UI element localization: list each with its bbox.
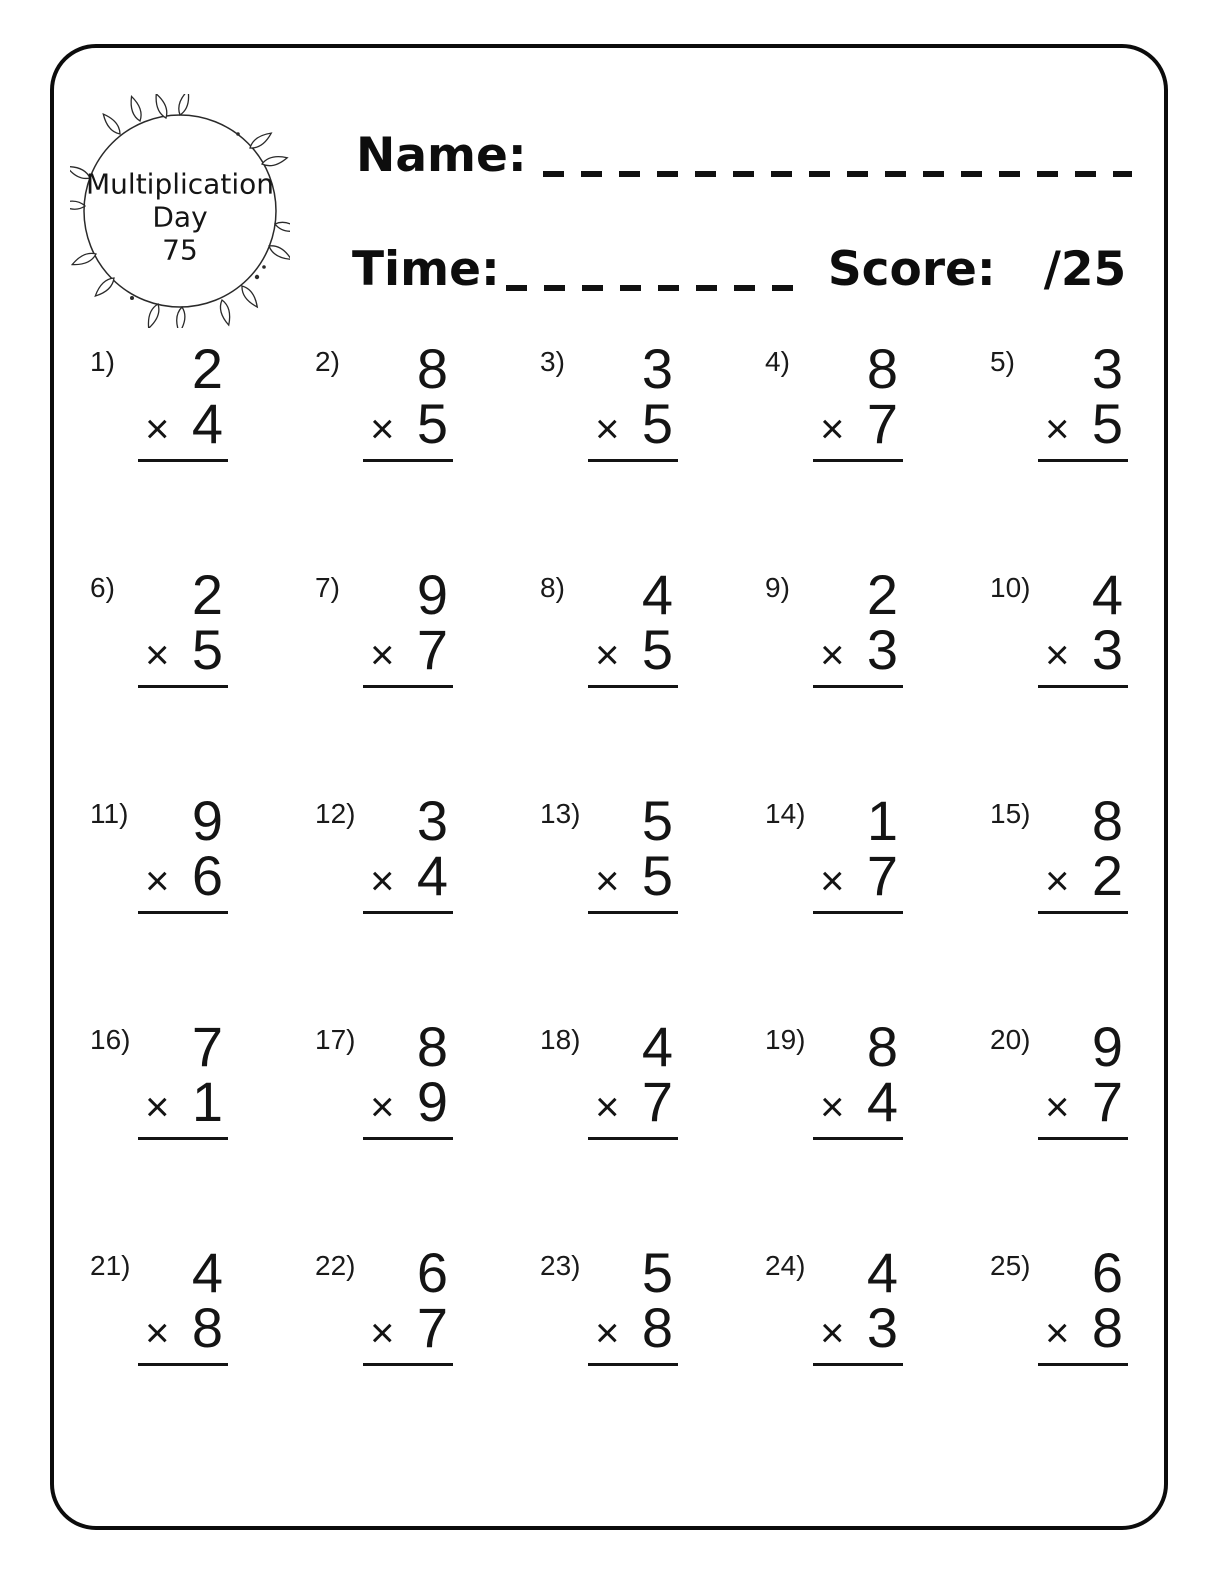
answer-space[interactable] (586, 458, 678, 530)
problem-number: 8) (540, 572, 565, 603)
problem-number: 17) (315, 1024, 356, 1055)
multiply-icon: × (595, 857, 620, 904)
answer-space[interactable] (1036, 684, 1128, 756)
answer-space[interactable] (811, 458, 903, 530)
multiplier-row (145, 844, 225, 907)
problem-work (138, 789, 228, 914)
multiplier-row (595, 1296, 675, 1359)
multiplier-row (145, 392, 225, 455)
problem-work (588, 563, 678, 688)
problem-cell (988, 336, 1213, 562)
problem-work (813, 563, 903, 688)
top-operand: 3 (641, 337, 673, 400)
bottom-operand: 9 (416, 1070, 448, 1133)
problem-work (363, 789, 453, 914)
bottom-operand: 5 (641, 844, 673, 907)
bottom-operand: 3 (866, 618, 898, 681)
top-operand: 5 (641, 1241, 673, 1304)
answer-space[interactable] (361, 1362, 453, 1434)
answer-space[interactable] (361, 1136, 453, 1208)
top-operand: 8 (1091, 789, 1123, 852)
multiply-icon: × (595, 1309, 620, 1356)
multiplier-row (820, 1070, 900, 1133)
bottom-operand: 7 (416, 1296, 448, 1359)
top-operand: 4 (641, 563, 673, 626)
multiply-icon: × (145, 405, 170, 452)
answer-space[interactable] (361, 458, 453, 530)
problem-work (363, 563, 453, 688)
top-operand: 8 (416, 1015, 448, 1078)
multiply-icon: × (1045, 405, 1070, 452)
multiplier-row (595, 618, 675, 681)
top-operand: 2 (191, 337, 223, 400)
problem-number: 22) (315, 1250, 356, 1281)
time-row (352, 238, 1126, 298)
problem-cell (538, 788, 763, 1014)
answer-space[interactable] (136, 458, 228, 530)
multiply-icon: × (145, 631, 170, 678)
score-label: Score: (827, 242, 996, 297)
bottom-operand: 4 (866, 1070, 898, 1133)
top-operand: 2 (866, 563, 898, 626)
problem-number: 6) (90, 572, 115, 603)
problem-cell (88, 1240, 313, 1466)
answer-space[interactable] (361, 684, 453, 756)
top-operand: 8 (416, 337, 448, 400)
problem-cell (988, 1240, 1213, 1466)
problem-number: 9) (765, 572, 790, 603)
multiply-icon: × (820, 405, 845, 452)
problem-work (138, 337, 228, 462)
problem-cell (313, 562, 538, 788)
problem-work (1038, 337, 1128, 462)
problem-work (588, 789, 678, 914)
problem-number: 18) (540, 1024, 581, 1055)
problem-work (588, 1241, 678, 1366)
multiply-icon: × (370, 405, 395, 452)
problem-work (138, 563, 228, 688)
problem-work (363, 1241, 453, 1366)
problem-cell (88, 562, 313, 788)
bottom-operand: 5 (641, 392, 673, 455)
answer-space[interactable] (1036, 1136, 1128, 1208)
multiply-icon: × (1045, 1309, 1070, 1356)
multiply-icon: × (595, 405, 620, 452)
bottom-operand: 8 (641, 1296, 673, 1359)
bottom-operand: 4 (416, 844, 448, 907)
answer-space[interactable] (136, 684, 228, 756)
multiplier-row (370, 1296, 450, 1359)
problem-work (1038, 563, 1128, 688)
multiplier-row (595, 392, 675, 455)
problem-number: 1) (90, 346, 115, 377)
problem-number: 20) (990, 1024, 1031, 1055)
problem-cell (313, 336, 538, 562)
bottom-operand: 7 (1091, 1070, 1123, 1133)
bottom-operand: 2 (1091, 844, 1123, 907)
problem-number: 23) (540, 1250, 581, 1281)
top-operand: 4 (1091, 563, 1123, 626)
problem-cell (88, 1014, 313, 1240)
problem-cell (763, 1240, 988, 1466)
bottom-operand: 5 (1091, 392, 1123, 455)
problem-cell (988, 562, 1213, 788)
problem-cell (763, 1014, 988, 1240)
problem-number: 5) (990, 346, 1015, 377)
problem-cell (88, 336, 313, 562)
multiply-icon: × (370, 857, 395, 904)
top-operand: 4 (191, 1241, 223, 1304)
name-label: Name: (356, 128, 527, 183)
problem-work (813, 1241, 903, 1366)
top-operand: 4 (641, 1015, 673, 1078)
name-input-line[interactable] (543, 171, 1132, 177)
multiplier-row (1045, 1070, 1125, 1133)
logo-line-3: 75 (162, 233, 198, 267)
top-operand: 2 (191, 563, 223, 626)
multiplier-row (145, 1296, 225, 1359)
problem-cell (763, 562, 988, 788)
answer-space[interactable] (586, 1136, 678, 1208)
multiplier-row (370, 1070, 450, 1133)
problem-cell (763, 788, 988, 1014)
multiplier-row (820, 392, 900, 455)
bottom-operand: 7 (866, 844, 898, 907)
problem-work (813, 1015, 903, 1140)
problem-work (1038, 1241, 1128, 1366)
logo-wreath (70, 94, 290, 328)
top-operand: 3 (1091, 337, 1123, 400)
problem-number: 25) (990, 1250, 1031, 1281)
multiply-icon: × (145, 1083, 170, 1130)
bottom-operand: 7 (866, 392, 898, 455)
top-operand: 9 (1091, 1015, 1123, 1078)
bottom-operand: 8 (191, 1296, 223, 1359)
answer-space[interactable] (136, 910, 228, 982)
problem-number: 10) (990, 572, 1031, 603)
multiplier-row (145, 1070, 225, 1133)
problem-number: 14) (765, 798, 806, 829)
top-operand: 6 (416, 1241, 448, 1304)
multiplier-row (1045, 844, 1125, 907)
bottom-operand: 1 (191, 1070, 223, 1133)
multiplier-row (820, 618, 900, 681)
top-operand: 9 (416, 563, 448, 626)
top-operand: 6 (1091, 1241, 1123, 1304)
problem-number: 4) (765, 346, 790, 377)
top-operand: 3 (416, 789, 448, 852)
answer-space[interactable] (586, 684, 678, 756)
bottom-operand: 7 (416, 618, 448, 681)
bottom-operand: 3 (1091, 618, 1123, 681)
problem-work (813, 337, 903, 462)
bottom-operand: 5 (416, 392, 448, 455)
problem-cell (313, 788, 538, 1014)
problem-cell (313, 1014, 538, 1240)
answer-space[interactable] (1036, 910, 1128, 982)
multiply-icon: × (820, 1083, 845, 1130)
problem-number: 3) (540, 346, 565, 377)
bottom-operand: 7 (641, 1070, 673, 1133)
name-row (356, 124, 1132, 184)
logo-text (70, 167, 290, 266)
bottom-operand: 3 (866, 1296, 898, 1359)
multiply-icon: × (370, 631, 395, 678)
problem-work (363, 337, 453, 462)
time-input-line[interactable] (506, 285, 808, 291)
problem-number: 19) (765, 1024, 806, 1055)
page-border (50, 44, 1168, 1530)
bottom-operand: 5 (191, 618, 223, 681)
multiply-icon: × (1045, 1083, 1070, 1130)
answer-space[interactable] (361, 910, 453, 982)
multiplier-row (145, 618, 225, 681)
multiplier-row (595, 1070, 675, 1133)
problem-number: 21) (90, 1250, 131, 1281)
problem-work (363, 1015, 453, 1140)
problem-work (1038, 1015, 1128, 1140)
score-value: /25 (1043, 242, 1127, 297)
bottom-operand: 6 (191, 844, 223, 907)
multiplier-row (370, 392, 450, 455)
bottom-operand: 5 (641, 618, 673, 681)
answer-space[interactable] (811, 910, 903, 982)
multiply-icon: × (820, 857, 845, 904)
top-operand: 8 (866, 1015, 898, 1078)
multiply-icon: × (1045, 631, 1070, 678)
answer-space[interactable] (136, 1362, 228, 1434)
multiply-icon: × (1045, 857, 1070, 904)
problem-cell (988, 788, 1213, 1014)
multiply-icon: × (595, 1083, 620, 1130)
problem-work (138, 1015, 228, 1140)
multiply-icon: × (820, 1309, 845, 1356)
problem-number: 11) (90, 798, 129, 829)
problem-cell (313, 1240, 538, 1466)
answer-space[interactable] (586, 910, 678, 982)
problem-cell (538, 336, 763, 562)
problem-number: 7) (315, 572, 340, 603)
multiplier-row (370, 844, 450, 907)
logo-line-1: Multiplication (86, 167, 274, 201)
problem-work (138, 1241, 228, 1366)
problem-work (588, 337, 678, 462)
answer-space[interactable] (811, 684, 903, 756)
problem-number: 13) (540, 798, 581, 829)
problem-number: 24) (765, 1250, 806, 1281)
top-operand: 9 (191, 789, 223, 852)
time-label: Time: (352, 242, 500, 297)
answer-space[interactable] (136, 1136, 228, 1208)
top-operand: 7 (191, 1015, 223, 1078)
multiply-icon: × (145, 857, 170, 904)
multiplier-row (820, 1296, 900, 1359)
top-operand: 1 (866, 789, 898, 852)
multiplier-row (1045, 392, 1125, 455)
answer-space[interactable] (811, 1362, 903, 1434)
multiplier-row (595, 844, 675, 907)
problem-work (813, 789, 903, 914)
bottom-operand: 4 (191, 392, 223, 455)
multiplier-row (370, 618, 450, 681)
logo-line-2: Day (152, 200, 208, 234)
answer-space[interactable] (1036, 458, 1128, 530)
multiply-icon: × (595, 631, 620, 678)
multiplier-row (1045, 1296, 1125, 1359)
top-operand: 5 (641, 789, 673, 852)
problem-work (1038, 789, 1128, 914)
problem-number: 15) (990, 798, 1031, 829)
answer-space[interactable] (811, 1136, 903, 1208)
problem-number: 2) (315, 346, 340, 377)
problem-cell (538, 1014, 763, 1240)
problem-work (588, 1015, 678, 1140)
top-operand: 4 (866, 1241, 898, 1304)
multiplier-row (1045, 618, 1125, 681)
problem-number: 16) (90, 1024, 131, 1055)
multiply-icon: × (370, 1309, 395, 1356)
bottom-operand: 8 (1091, 1296, 1123, 1359)
answer-space[interactable] (586, 1362, 678, 1434)
problem-cell (88, 788, 313, 1014)
problem-cell (988, 1014, 1213, 1240)
problem-cell (538, 562, 763, 788)
problem-cell (538, 1240, 763, 1466)
problem-cell (763, 336, 988, 562)
answer-space[interactable] (1036, 1362, 1128, 1434)
multiply-icon: × (820, 631, 845, 678)
problems-grid (88, 336, 1213, 1466)
top-operand: 8 (866, 337, 898, 400)
multiply-icon: × (145, 1309, 170, 1356)
multiplier-row (820, 844, 900, 907)
multiply-icon: × (370, 1083, 395, 1130)
problem-number: 12) (315, 798, 356, 829)
